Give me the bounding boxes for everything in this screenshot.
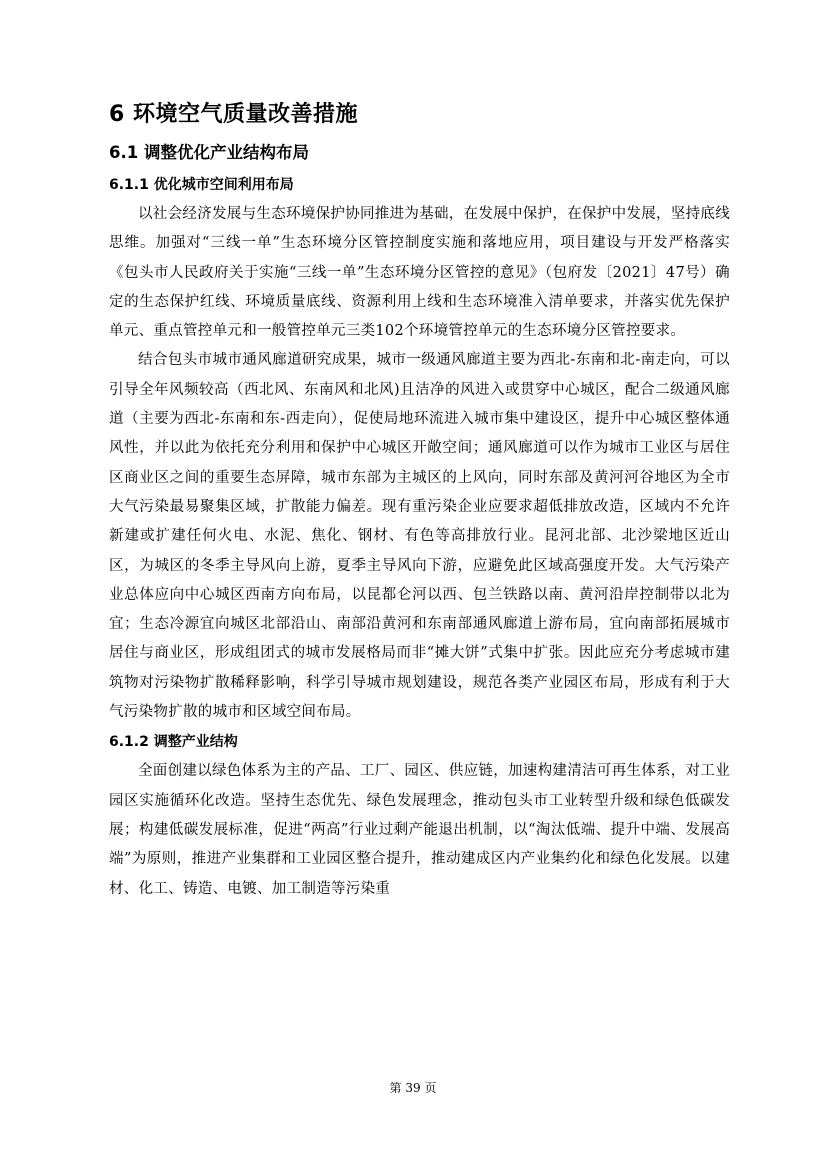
- chapter-title: 6 环境空气质量改善措施: [109, 102, 358, 127]
- section-title: 6.1 调整优化产业结构布局: [109, 143, 309, 162]
- subsection-title-6-1-1: 6.1.1 优化城市空间利用布局: [109, 177, 294, 193]
- page-number: 第 39 页: [389, 1081, 437, 1095]
- body-paragraph: 结合包头市城市通风廊道研究成果，城市一级通风廊道主要为西北-东南和北-南走向，可以引导全年风频较高（西北风、东南风和北风)且洁净的风进入或贯穿中心城区，配合二级通风廊道（主要为西北-东南和东-西走向），促使局地环流进入城市集中建设区，提升中心城区整体通风性，并以此为依托充分利用和保护中心城区开敞空间；通风廊道可以作为城市工业区与居住区商业区之间的重要生态屏障，城市东部为主城区的上风向，同时东部及黄河河谷地区为全市大气污染最易聚集区域，扩散能力偏差。现有重污染企业应要求超低排放改造，区域内不允许新建或扩建任何火电、水泥、焦化、钢材、有色等高排放行业。昆河北部、北沙梁地区近山区，为城区的冬季主导风向上游，夏季主导风向下游，应避免此区域高强度开发。大气污染产业总体应向中心城区西南方向布局，以昆都仑河以西、包兰铁路以南、黄河沿岸控制带以北为宜；生态冷源宜向城区北部沿山、南部沿黄河和东南部通风廊道上游布局，宜向南部拓展城市居住与商业区，形成组团式的城市发展格局而非“摊大饼”式集中扩张。因此应充分考虑城市建筑物对污染物扩散稀释影响，科学引导城市规划建设，规范各类产业园区布局，形成有利于大气污染物扩散的城市和区域空间布局。: [109, 352, 730, 721]
- body-paragraph: 全面创建以绿色体系为主的产品、工厂、园区、供应链，加速构建清洁可再生体系，对工业园区实施循环化改造。坚持生态优先、绿色发展理念，推动包头市工业转型升级和绿色低碳发展；构建低碳发展标准，促进“两高”行业过剩产能退出机制，以“淘汰低端、提升中端、发展高端”为原则，推进产业集群和工业园区整合提升，推动建成区内产业集约化和绿色化发展。以建材、化工、铸造、电镀、加工制造等污染重: [109, 763, 730, 897]
- body-paragraph: 以社会经济发展与生态环境保护协同推进为基础，在发展中保护，在保护中发展，坚持底线思维。加强对“三线一单”生态环境分区管控制度实施和落地应用，项目建设与开发严格落实《包头市人民政府关于实施“三线一单”生态环境分区管控的意见》（包府发〔2021〕47号）确定的生态保护红线、环境质量底线、资源利用上线和生态环境准入清单要求，并落实优先保护单元、重点管控单元和一般管控单元三类102个环境管控单元的生态环境分区管控要求。: [109, 206, 730, 340]
- subsection-title-6-1-2: 6.1.2 调整产业结构: [109, 734, 238, 751]
- page-content: [109, 100, 730, 904]
